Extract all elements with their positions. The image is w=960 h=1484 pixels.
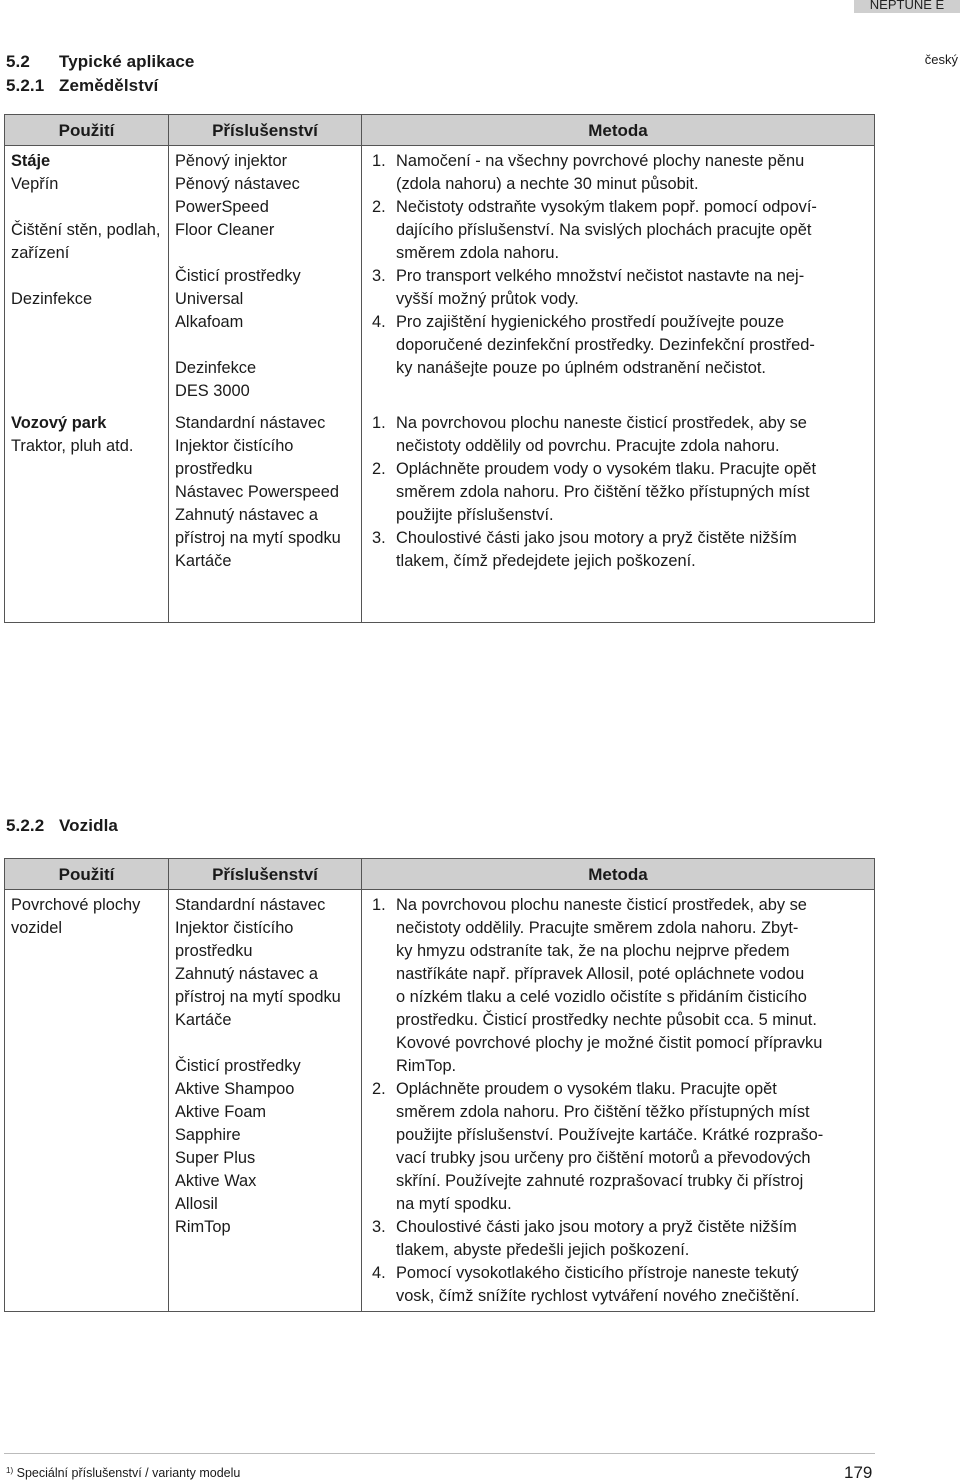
step-text-line: Na povrchovou plochu naneste čisticí prostředek, aby se xyxy=(396,896,807,914)
accessory-item: Pěnový injektor xyxy=(175,152,288,170)
accessory-item xyxy=(175,1032,355,1055)
step-text-line: doporučené dezinfekční prostředky. Dezinfekční prostřed- xyxy=(396,336,815,354)
use-cell xyxy=(5,890,169,1312)
step-text-line: ky nanášejte pouze po úplném odstranění nečistot. xyxy=(396,359,766,377)
use-line: Povrchové plochy xyxy=(11,896,141,914)
accessories-cell xyxy=(169,407,362,623)
subsection-number: 5.2.1 xyxy=(6,76,45,95)
use-line: Čištění stěn, podlah, xyxy=(11,221,161,239)
method-steps xyxy=(368,412,868,573)
method-step xyxy=(368,412,864,458)
step-number: 4. xyxy=(372,313,386,331)
accessory-item: Čisticí prostředky xyxy=(175,267,301,285)
step-number: 1. xyxy=(372,152,386,170)
use-line: zařízení xyxy=(11,244,70,262)
step-text-line: Pomocí vysokotlakého čisticího přístroje naneste tekutý xyxy=(396,1264,799,1282)
step-text-line: použijte příslušenství. xyxy=(396,506,554,524)
method-step xyxy=(368,1262,864,1308)
column-header-use: Použití xyxy=(5,859,169,890)
step-number: 1. xyxy=(372,414,386,432)
step-number: 3. xyxy=(372,1218,386,1236)
column-header-method: Metoda xyxy=(362,115,875,146)
step-text-line: Opláchněte proudem o vysokém tlaku. Pracujte opět xyxy=(396,1080,777,1098)
method-step xyxy=(368,196,864,265)
step-text-line: nastříkáte např. přípravek Allosil, poté opláchnete vodou xyxy=(396,965,805,983)
accessory-item: prostředku xyxy=(175,942,253,960)
step-text-line: tlakem, abyste předešli jejich poškození. xyxy=(396,1241,690,1259)
accessory-item: přístroj na mytí spodku xyxy=(175,529,341,547)
subsection-title: Vozidla xyxy=(59,816,118,835)
table-row xyxy=(5,407,875,623)
accessory-item: Standardní nástavec xyxy=(175,414,326,432)
step-text-line: ky hmyzu odstraníte tak, že na plochu nejprve předem xyxy=(396,942,790,960)
step-text-line: nečistoty oddělily. Pracujte směrem zdola nahoru. Zbyt- xyxy=(396,919,799,937)
method-cell xyxy=(362,890,875,1312)
accessory-item: DES 3000 xyxy=(175,382,250,400)
page-number: 179 xyxy=(844,1463,873,1482)
accessory-item xyxy=(175,334,355,357)
table-row xyxy=(5,890,875,1312)
accessory-item: Alkafoam xyxy=(175,313,244,331)
use-line: Stáje xyxy=(11,152,51,170)
accessory-item: Zahnutý nástavec a xyxy=(175,965,319,983)
accessory-item: Universal xyxy=(175,290,244,308)
subsection-heading-vehicles xyxy=(6,816,118,836)
subsection-number: 5.2.2 xyxy=(6,816,45,835)
section-number: 5.2 xyxy=(6,52,30,71)
method-step xyxy=(368,1216,864,1262)
accessory-item: Sapphire xyxy=(175,1126,241,1144)
method-cell xyxy=(362,407,875,623)
use-line xyxy=(11,196,162,219)
step-text-line: RimTop. xyxy=(396,1057,457,1075)
column-header-accessories: Příslušenství xyxy=(169,115,362,146)
step-text-line: směrem zdola nahoru. xyxy=(396,244,560,262)
step-text-line: Choulostivé části jako jsou motory a pryž čistěte nižším xyxy=(396,529,797,547)
accessory-item: Kartáče xyxy=(175,552,232,570)
step-text-line: vyšší možný průtok vody. xyxy=(396,290,579,308)
accessory-item: PowerSpeed xyxy=(175,198,269,216)
step-text-line: tlakem, čímž předejdete jejich poškození. xyxy=(396,552,696,570)
method-step xyxy=(368,311,864,380)
use-line: Dezinfekce xyxy=(11,290,93,308)
accessory-item: přístroj na mytí spodku xyxy=(175,988,341,1006)
step-text-line: nečistoty oddělily od povrchu. Pracujte zdola nahoru. xyxy=(396,437,780,455)
language-label: český xyxy=(924,52,958,67)
accessory-item: Floor Cleaner xyxy=(175,221,275,239)
table-row xyxy=(5,146,875,408)
step-text-line: Na povrchovou plochu naneste čisticí prostředek, aby se xyxy=(396,414,807,432)
section-heading xyxy=(6,52,194,72)
method-steps xyxy=(368,150,868,380)
use-line: Vozový park xyxy=(11,414,107,432)
agriculture-table xyxy=(4,114,875,623)
subsection-title: Zemědělství xyxy=(59,76,159,95)
accessory-item: Čisticí prostředky xyxy=(175,1057,301,1075)
step-text-line: na mytí spodku. xyxy=(396,1195,512,1213)
step-text-line: Opláchněte proudem vody o vysokém tlaku. Pracujte opět xyxy=(396,460,817,478)
use-line xyxy=(11,265,162,288)
step-text-line: Pro zajištění hygienického prostředí používejte pouze xyxy=(396,313,785,331)
step-text-line: (zdola nahoru) a nechte 30 minut působit. xyxy=(396,175,699,193)
step-text-line: o nízkém tlaku a celé vozidlo očistíte s přidáním čisticího xyxy=(396,988,807,1006)
column-header-accessories: Příslušenství xyxy=(169,859,362,890)
step-text-line: Kovové povrchové plochy je možné čistit pomocí přípravku xyxy=(396,1034,823,1052)
method-step xyxy=(368,1078,864,1216)
step-number: 2. xyxy=(372,198,386,216)
step-text-line: Namočení - na všechny povrchové plochy naneste pěnu xyxy=(396,152,805,170)
column-header-use: Použití xyxy=(5,115,169,146)
step-number: 4. xyxy=(372,1264,386,1282)
accessory-item: Pěnový nástavec xyxy=(175,175,300,193)
accessories-cell xyxy=(169,890,362,1312)
use-cell xyxy=(5,146,169,408)
step-text-line: vosk, čímž snížíte rychlost vytváření nového znečištění. xyxy=(396,1287,800,1305)
brand-label: NEPTUNE E xyxy=(854,0,960,13)
accessory-item: Aktive Foam xyxy=(175,1103,267,1121)
accessory-item: Aktive Shampoo xyxy=(175,1080,295,1098)
accessory-item xyxy=(175,242,355,265)
step-text-line: směrem zdola nahoru. Pro čištění těžko přístupných míst xyxy=(396,483,810,501)
accessory-item: Super Plus xyxy=(175,1149,256,1167)
step-number: 1. xyxy=(372,896,386,914)
step-text-line: dajícího příslušenství. Na svislých plochách pracujte opět xyxy=(396,221,812,239)
footnote-mark: 1) xyxy=(6,1466,14,1475)
footnote xyxy=(6,1466,240,1480)
method-step xyxy=(368,265,864,311)
accessory-item: Zahnutý nástavec a xyxy=(175,506,319,524)
accessory-item: Aktive Wax xyxy=(175,1172,257,1190)
step-number: 2. xyxy=(372,460,386,478)
accessory-item: prostředku xyxy=(175,460,253,478)
method-steps xyxy=(368,894,868,1308)
footnote-text: Speciální příslušenství / varianty modelu xyxy=(16,1466,241,1480)
step-number: 2. xyxy=(372,1080,386,1098)
method-step xyxy=(368,894,864,1078)
use-line: Traktor, pluh atd. xyxy=(11,437,134,455)
column-header-method: Metoda xyxy=(362,859,875,890)
accessory-item: Nástavec Powerspeed xyxy=(175,483,339,501)
footer-divider xyxy=(4,1453,875,1454)
use-cell xyxy=(5,407,169,623)
accessory-item: Kartáče xyxy=(175,1011,232,1029)
step-text-line: použijte příslušenství. Používejte kartáče. Krátké rozprašo- xyxy=(396,1126,824,1144)
step-text-line: vací trubky jsou určeny pro čištění motorů a převodových xyxy=(396,1149,811,1167)
vehicles-table xyxy=(4,858,875,1312)
method-step xyxy=(368,458,864,527)
accessory-item: RimTop xyxy=(175,1218,231,1236)
step-text-line: skříní. Používejte zahnuté rozprašovací trubky či přístroj xyxy=(396,1172,804,1190)
step-text-line: Choulostivé části jako jsou motory a pryž čistěte nižším xyxy=(396,1218,797,1236)
step-text-line: Nečistoty odstraňte vysokým tlakem popř. pomocí odpoví- xyxy=(396,198,817,216)
use-line: vozidel xyxy=(11,919,63,937)
accessory-item: Injektor čistícího xyxy=(175,437,294,455)
accessory-item: Injektor čistícího xyxy=(175,919,294,937)
method-step xyxy=(368,527,864,573)
section-title: Typické aplikace xyxy=(59,52,195,71)
step-number: 3. xyxy=(372,267,386,285)
accessory-item: Allosil xyxy=(175,1195,218,1213)
accessory-item: Dezinfekce xyxy=(175,359,257,377)
step-text-line: prostředku. Čisticí prostředky nechte působit cca. 5 minut. xyxy=(396,1011,817,1029)
method-step xyxy=(368,150,864,196)
step-text-line: směrem zdola nahoru. Pro čištění těžko přístupných míst xyxy=(396,1103,810,1121)
step-text-line: Pro transport velkého množství nečistot nastavte na nej- xyxy=(396,267,805,285)
subsection-heading-agriculture xyxy=(6,76,158,96)
method-cell xyxy=(362,146,875,408)
accessories-cell xyxy=(169,146,362,408)
use-line: Vepřín xyxy=(11,175,59,193)
step-number: 3. xyxy=(372,529,386,547)
accessory-item: Standardní nástavec xyxy=(175,896,326,914)
